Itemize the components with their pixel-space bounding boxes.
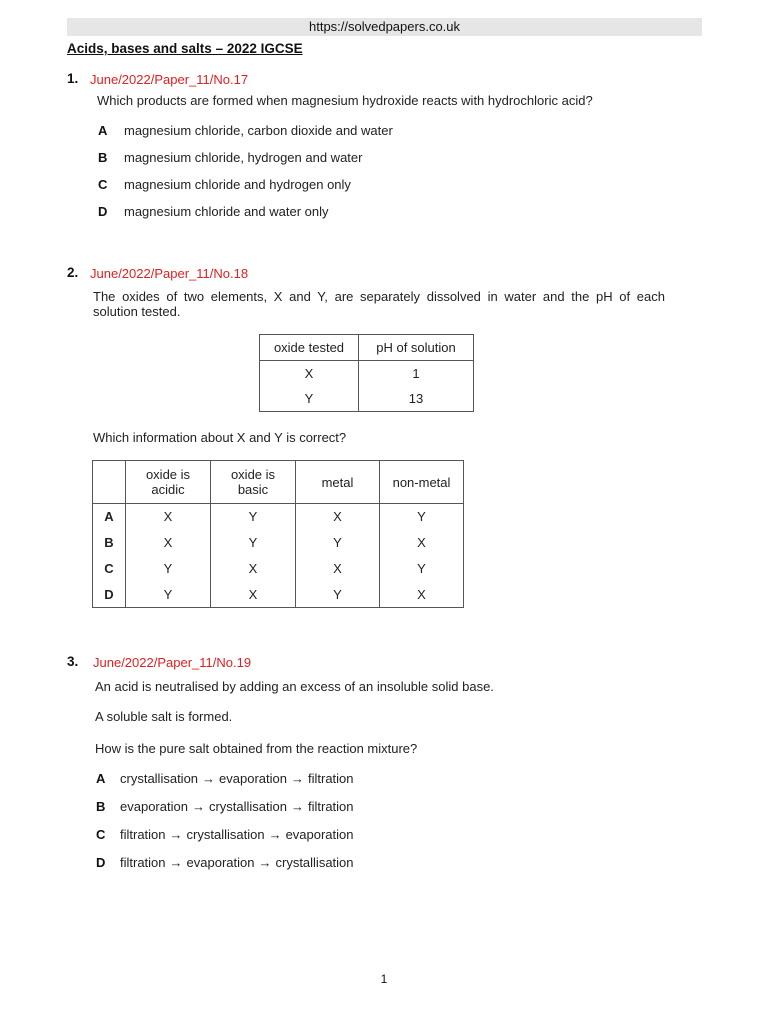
answer-cell: Y [296,530,380,556]
answer-cell: X [211,582,296,608]
q3-step: crystallisation [186,827,265,842]
q3-step: crystallisation [120,771,199,786]
q3-step: evaporation [285,827,354,842]
answer-cell: Y [126,582,211,608]
ph-table-cell: X [260,361,359,387]
q3-ref: June/2022/Paper_11/No.19 [93,655,252,670]
arrow-icon: → [290,771,304,786]
document-title: Acids, bases and salts – 2022 IGCSE [67,41,303,56]
arrow-icon: → [268,827,282,842]
q3-number: 3. [67,654,79,669]
answer-table [92,460,464,608]
answer-table-header-row [93,461,464,504]
ph-table-header-row [260,335,474,361]
ph-table-header: pH of solution [359,335,474,361]
answer-header-line: oxide is [145,467,191,482]
q3-line2: A soluble salt is formed. [95,709,233,724]
ph-table [259,334,474,412]
answer-row-letter: A [93,504,126,530]
answer-table-header: metal [296,461,380,504]
answer-cell: X [296,504,380,530]
q3-option-text [120,855,354,870]
q1-ref: June/2022/Paper_11/No.17 [90,72,249,87]
page-number: 1 [380,972,388,986]
q3-step: filtration [120,827,166,842]
answer-row-letter: C [93,556,126,582]
arrow-icon: → [202,771,216,786]
q2-intro-line1: The oxides of two elements, X and Y, are separately dissolved in water and the pH of each [93,289,665,304]
q1-option-text: magnesium chloride, carbon dioxide and water [124,123,393,138]
answer-header-line: basic [237,482,269,497]
q3-option-text [120,771,354,786]
q2-number: 2. [67,265,79,280]
answer-table-corner [93,461,126,504]
q3-step: evaporation [186,855,255,870]
q3-step: evaporation [120,799,188,814]
q3-option-letter: B [96,799,106,814]
answer-cell: X [380,530,464,556]
answer-cell: Y [296,582,380,608]
table-row [93,582,464,608]
answer-row-letter: B [93,530,126,556]
answer-cell: X [380,582,464,608]
q3-question: How is the pure salt obtained from the reaction mixture? [95,741,418,756]
answer-cell: Y [380,504,464,530]
answer-cell: Y [211,504,296,530]
arrow-icon: → [169,855,183,870]
q2-question: Which information about X and Y is correct? [93,430,347,445]
q3-line1: An acid is neutralised by adding an excess of an insoluble solid base. [95,679,494,694]
table-row [93,530,464,556]
ph-table-cell: Y [260,387,359,412]
q3-option-letter: C [96,827,106,842]
header-url-bar [67,18,702,36]
answer-cell: X [211,556,296,582]
ph-table-cell: 13 [359,387,474,412]
q1-question: Which products are formed when magnesium hydroxide reacts with hydrochloric acid? [97,93,593,108]
answer-cell: Y [211,530,296,556]
table-row [93,556,464,582]
arrow-icon: → [169,827,183,842]
answer-cell: X [296,556,380,582]
q3-option-text [120,799,354,814]
answer-cell: X [126,504,211,530]
q3-step: crystallisation [208,799,287,814]
q3-step: crystallisation [275,855,354,870]
q1-option-letter: A [98,123,108,138]
arrow-icon: → [290,799,304,814]
q3-option-letter: A [96,771,106,786]
arrow-icon: → [258,855,272,870]
ph-table-header: oxide tested [260,335,359,361]
q3-option-letter: D [96,855,106,870]
answer-row-letter: D [93,582,126,608]
answer-header-line: acidic [151,482,185,497]
q3-step: filtration [307,799,354,814]
q1-option-text: magnesium chloride and hydrogen only [124,177,351,192]
q2-ref: June/2022/Paper_11/No.18 [90,266,249,281]
arrow-icon: → [191,799,205,814]
q3-step: filtration [120,855,166,870]
q1-option-letter: D [98,204,108,219]
q1-option-letter: B [98,150,108,165]
answer-table-header [211,461,296,504]
answer-cell: X [126,530,211,556]
answer-header-line: oxide is [230,467,276,482]
q1-number: 1. [67,71,79,86]
q3-step: evaporation [219,771,287,786]
q1-option-letter: C [98,177,108,192]
q3-step: filtration [307,771,354,786]
ph-table-cell: 1 [359,361,474,387]
q1-option-text: magnesium chloride, hydrogen and water [124,150,363,165]
q1-option-text: magnesium chloride and water only [124,204,329,219]
q2-intro-line2: solution tested. [93,304,181,319]
answer-table-header: non-metal [380,461,464,504]
table-row [93,504,464,530]
answer-cell: Y [380,556,464,582]
header-url[interactable]: https://solvedpapers.co.uk [308,19,461,34]
answer-table-header [126,461,211,504]
table-row [260,361,474,387]
answer-cell: Y [126,556,211,582]
q3-option-text [120,827,354,842]
table-row [260,387,474,412]
